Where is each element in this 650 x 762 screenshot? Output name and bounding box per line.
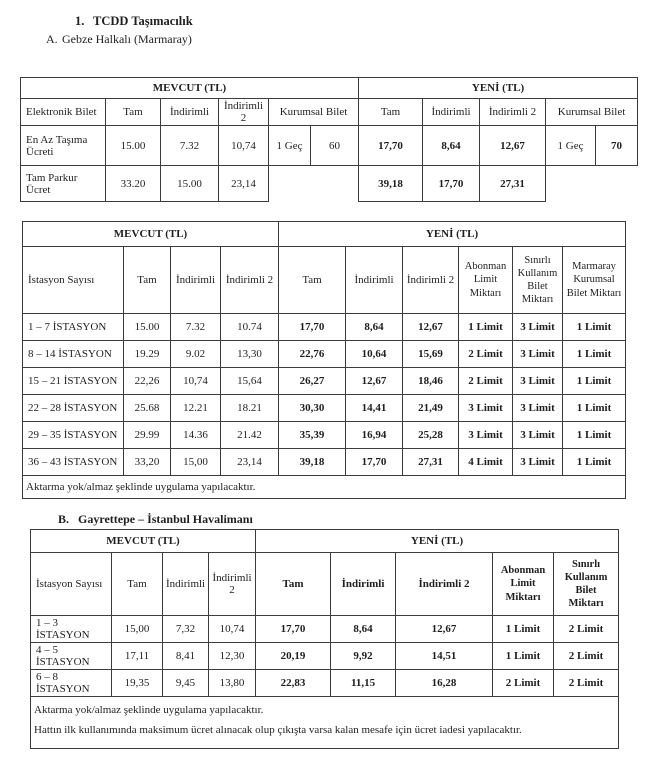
fare-cell: 27,31 — [480, 166, 546, 202]
fare-cell: 70 — [596, 126, 638, 166]
col-header-kurumsal-bilet: Kurumsal Bilet — [546, 99, 638, 126]
fare-cell: 10,64 — [346, 341, 403, 368]
fare-cell: 1 Geç — [269, 126, 311, 166]
fare-cell: 3 Limit — [459, 422, 513, 449]
col-header-indirimli: İndirimli — [163, 553, 209, 616]
mevcut-group-header: MEVCUT (TL) — [21, 78, 359, 99]
section-a-text: Gebze Halkalı (Marmaray) — [62, 32, 192, 46]
fare-cell: 22,26 — [124, 368, 171, 395]
fare-cell: 3 Limit — [513, 368, 563, 395]
fare-cell: 29.99 — [124, 422, 171, 449]
fare-cell: 19,35 — [112, 670, 163, 697]
col-header-indirimli2: İndirimli 2 — [219, 99, 269, 126]
fare-cell: 35,39 — [279, 422, 346, 449]
station-range-cell: 4 – 5 İSTASYON — [31, 643, 112, 670]
fare-cell: 23,14 — [221, 449, 279, 476]
table-row — [21, 126, 638, 166]
fare-cell: 10,74 — [171, 368, 221, 395]
fare-cell: 27,31 — [403, 449, 459, 476]
fare-cell: 15.00 — [161, 166, 219, 202]
fare-cell: 2 Limit — [554, 670, 619, 697]
fare-cell: 15.00 — [106, 126, 161, 166]
col-header-abonman-limit: Abonman Limit Miktarı — [459, 247, 513, 314]
fare-cell: 7.32 — [171, 314, 221, 341]
fare-cell: 10,74 — [219, 126, 269, 166]
fare-cell: 9,92 — [331, 643, 396, 670]
yeni-group-header: YENİ (TL) — [256, 530, 619, 553]
empty-cell — [269, 166, 359, 202]
col-header-indirimli2: İndirimli 2 — [396, 553, 493, 616]
footnote-line-1: Aktarma yok/almaz şeklinde uygulama yapılacaktır. — [34, 703, 264, 716]
fare-cell: 33.20 — [106, 166, 161, 202]
fare-cell: 17,11 — [112, 643, 163, 670]
fare-cell: 18,46 — [403, 368, 459, 395]
table-row — [21, 166, 638, 202]
fare-cell: 1 Limit — [563, 341, 626, 368]
fare-cell: 23,14 — [219, 166, 269, 202]
fare-cell: 10,74 — [209, 616, 256, 643]
fare-cell: 15,69 — [403, 341, 459, 368]
fare-cell: 10.74 — [221, 314, 279, 341]
fare-cell: 39,18 — [279, 449, 346, 476]
fare-cell: 1 Limit — [563, 314, 626, 341]
fare-cell: 14.36 — [171, 422, 221, 449]
fare-row-label: Tam Parkur Ücret — [21, 166, 106, 202]
section-a-number: A. — [46, 32, 58, 46]
fare-cell: 12,67 — [480, 126, 546, 166]
fare-cell: 11,15 — [331, 670, 396, 697]
fare-cell: 8,64 — [346, 314, 403, 341]
fare-cell: 1 Limit — [563, 395, 626, 422]
fare-cell: 14,41 — [346, 395, 403, 422]
fare-cell: 22,83 — [256, 670, 331, 697]
col-header-istasyon-sayisi: İstasyon Sayısı — [31, 553, 112, 616]
havalimani-istasyon-fare-table — [30, 529, 619, 749]
elektronik-bilet-fare-table — [20, 77, 638, 202]
table-footnote — [31, 697, 619, 749]
col-header-indirimli: İndirimli — [171, 247, 221, 314]
fare-cell: 1 Geç — [546, 126, 596, 166]
fare-cell: 15,00 — [112, 616, 163, 643]
fare-cell: 2 Limit — [554, 616, 619, 643]
fare-cell: 1 Limit — [563, 449, 626, 476]
col-header-sinirli-kullanim: Sınırlı Kullanım Bilet Miktarı — [554, 553, 619, 616]
mevcut-group-header: MEVCUT (TL) — [31, 530, 256, 553]
fare-cell: 12,30 — [209, 643, 256, 670]
fare-cell: 13,30 — [221, 341, 279, 368]
heading-number: 1. — [75, 14, 85, 28]
station-range-cell: 22 – 28 İSTASYON — [23, 395, 124, 422]
fare-cell: 3 Limit — [513, 314, 563, 341]
fare-cell: 8,41 — [163, 643, 209, 670]
col-header-sinirli-kullanim: Sınırlı Kullanım Bilet Miktarı — [513, 247, 563, 314]
section-a-heading — [46, 32, 650, 47]
col-header-indirimli: İndirimli — [331, 553, 396, 616]
fare-cell: 25.68 — [124, 395, 171, 422]
table-row — [31, 616, 619, 643]
col-header-tam: Tam — [359, 99, 423, 126]
fare-cell: 20,19 — [256, 643, 331, 670]
doc-heading — [75, 14, 650, 29]
fare-cell: 1 Limit — [459, 314, 513, 341]
fare-cell: 12,67 — [346, 368, 403, 395]
fare-cell: 17,70 — [346, 449, 403, 476]
fare-cell: 3 Limit — [513, 449, 563, 476]
col-header-indirimli: İndirimli — [161, 99, 219, 126]
fare-cell: 9.02 — [171, 341, 221, 368]
fare-cell: 19.29 — [124, 341, 171, 368]
fare-cell: 33,20 — [124, 449, 171, 476]
footnote-line-2: Hattın ilk kullanımında maksimum ücret alınacak olup çıkışta varsa kalan mesafe için ücret iadesi yapılacaktır. — [34, 723, 522, 736]
station-range-cell: 8 – 14 İSTASYON — [23, 341, 124, 368]
fare-row-label: En Az Taşıma Ücreti — [21, 126, 106, 166]
section-b-text: Gayrettepe – İstanbul Havalimanı — [78, 512, 253, 526]
section-b-number: B. — [58, 512, 70, 526]
fare-cell: 22,76 — [279, 341, 346, 368]
marmaray-istasyon-fare-table — [22, 221, 626, 499]
fare-cell: 12,67 — [396, 616, 493, 643]
fare-cell: 30,30 — [279, 395, 346, 422]
heading-text: TCDD Taşımacılık — [93, 14, 193, 28]
station-range-cell: 15 – 21 İSTASYON — [23, 368, 124, 395]
fare-cell: 3 Limit — [513, 395, 563, 422]
fare-cell: 1 Limit — [563, 368, 626, 395]
fare-cell: 25,28 — [403, 422, 459, 449]
col-header-tam: Tam — [106, 99, 161, 126]
yeni-group-header: YENİ (TL) — [279, 222, 626, 247]
fare-cell: 2 Limit — [459, 368, 513, 395]
yeni-group-header: YENİ (TL) — [359, 78, 638, 99]
fare-cell: 7.32 — [161, 126, 219, 166]
fare-cell: 2 Limit — [493, 670, 554, 697]
fare-cell: 39,18 — [359, 166, 423, 202]
col-header-indirimli2: İndirimli 2 — [209, 553, 256, 616]
col-header-tam: Tam — [256, 553, 331, 616]
col-header-tam: Tam — [279, 247, 346, 314]
fare-cell: 3 Limit — [513, 422, 563, 449]
fare-cell: 8,64 — [331, 616, 396, 643]
fare-cell: 21.42 — [221, 422, 279, 449]
fare-cell: 15.00 — [124, 314, 171, 341]
table-row — [23, 449, 626, 476]
fare-cell: 16,94 — [346, 422, 403, 449]
fare-cell: 60 — [311, 126, 359, 166]
col-header-tam: Tam — [112, 553, 163, 616]
col-header-indirimli2: İndirimli 2 — [221, 247, 279, 314]
station-range-cell: 29 – 35 İSTASYON — [23, 422, 124, 449]
col-header-indirimli: İndirimli — [423, 99, 480, 126]
fare-cell: 21,49 — [403, 395, 459, 422]
fare-cell: 16,28 — [396, 670, 493, 697]
fare-cell: 4 Limit — [459, 449, 513, 476]
fare-cell: 9,45 — [163, 670, 209, 697]
col-header-tam: Tam — [124, 247, 171, 314]
fare-cell: 14,51 — [396, 643, 493, 670]
table-row — [23, 395, 626, 422]
fare-cell: 15,00 — [171, 449, 221, 476]
empty-cell — [546, 166, 638, 202]
fare-cell: 15,64 — [221, 368, 279, 395]
fare-cell: 2 Limit — [554, 643, 619, 670]
fare-cell: 18.21 — [221, 395, 279, 422]
col-header-abonman-limit: Abonman Limit Miktarı — [493, 553, 554, 616]
col-header-indirimli: İndirimli — [346, 247, 403, 314]
fare-cell: 1 Limit — [493, 616, 554, 643]
section-b-heading — [58, 512, 650, 527]
station-range-cell: 1 – 7 İSTASYON — [23, 314, 124, 341]
fare-cell: 26,27 — [279, 368, 346, 395]
fare-cell: 3 Limit — [459, 395, 513, 422]
fare-cell: 13,80 — [209, 670, 256, 697]
table-row — [31, 643, 619, 670]
fare-cell: 17,70 — [279, 314, 346, 341]
table-row — [23, 422, 626, 449]
fare-cell: 1 Limit — [563, 422, 626, 449]
fare-cell: 12.21 — [171, 395, 221, 422]
station-range-cell: 1 – 3 İSTASYON — [31, 616, 112, 643]
mevcut-group-header: MEVCUT (TL) — [23, 222, 279, 247]
table-row — [23, 368, 626, 395]
col-header-indirimli2: İndirimli 2 — [403, 247, 459, 314]
col-header-kurumsal-bilet: Kurumsal Bilet — [269, 99, 359, 126]
table-row — [23, 314, 626, 341]
fare-cell: 2 Limit — [459, 341, 513, 368]
col-header-elektronik-bilet: Elektronik Bilet — [21, 99, 106, 126]
station-range-cell: 36 – 43 İSTASYON — [23, 449, 124, 476]
fare-cell: 8,64 — [423, 126, 480, 166]
fare-cell: 7,32 — [163, 616, 209, 643]
fare-cell: 3 Limit — [513, 341, 563, 368]
fare-cell: 17,70 — [359, 126, 423, 166]
table-row — [23, 341, 626, 368]
col-header-indirimli2: İndirimli 2 — [480, 99, 546, 126]
fare-cell: 17,70 — [256, 616, 331, 643]
table-row — [31, 670, 619, 697]
col-header-istasyon-sayisi: İstasyon Sayısı — [23, 247, 124, 314]
table-footnote: Aktarma yok/almaz şeklinde uygulama yapılacaktır. — [23, 476, 626, 499]
fare-cell: 17,70 — [423, 166, 480, 202]
station-range-cell: 6 – 8 İSTASYON — [31, 670, 112, 697]
col-header-marmaray-kurumsal: Marmaray Kurumsal Bilet Miktarı — [563, 247, 626, 314]
fare-cell: 12,67 — [403, 314, 459, 341]
fare-cell: 1 Limit — [493, 643, 554, 670]
